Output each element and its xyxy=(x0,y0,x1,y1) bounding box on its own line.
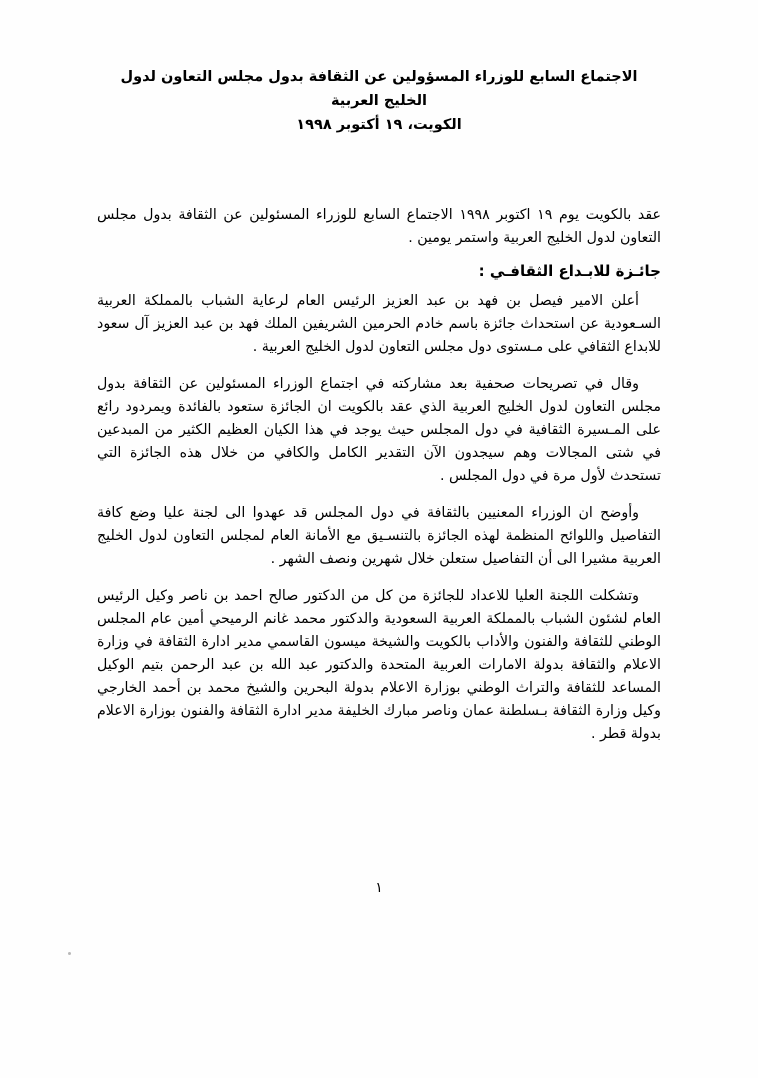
page-number: ١ xyxy=(375,880,383,896)
title-line-1: الاجتماع السابع للوزراء المسؤولين عن الثقافة بدول مجلس التعاون لدول الخليج العربية xyxy=(120,69,638,109)
paragraph-intro: عقد بالكويت يوم ١٩ اكتوبر ١٩٩٨ الاجتماع السابع للوزراء المسئولين عن الثقافة بدول مجلس التعاون لدول الخليج العربية واستمر يومين . xyxy=(97,206,661,246)
paragraph-ministers-clarification: وأوضح ان الوزراء المعنيين بالثقافة في دول المجلس قد عهدوا الى لجنة عليا وضع كافة التفاصيل واللوائح المنظمة لهذه الجائزة بالتنسـيق مع الأمانة العام لمجلس التعاون لدول الخليج العربية مشيرا الى أن التفاصيل ستعلن خلال شهرين ونصف الشهر . xyxy=(97,504,661,567)
paragraph-committee-formation: وتشكلت اللجنة العليا للاعداد للجائزة من كل من الدكتور صالح احمد بن ناصر وكيل الرئيس العام لشئون الشباب بالمملكة العربية السعودية والدكتور محمد غانم الرميحي أمين عام المجلس الوطني للثقافة والفنون والأداب بالكويت والشيخة ميسون القاسمي مدير ادارة الثقافة في وزارة الاعلام والثقافة بدولة الامارات العربية المتحدة والدكتور عبد الله بن عبد الرحمن بتيم الوكيل المساعد للثقافة والتراث الوطني بوزارة الاعلام بدولة البحرين والشيخ محمد بن أحمد الخارجي وكيل وزارة الثقافة بـسلطنة عمان وناصر مبارك الخليفة مدير ادارة الثقافة والفنون بوزارة الاعلام بدولة قطر . xyxy=(97,587,661,742)
paragraph-press-statement: وقال في تصريحات صحفية بعد مشاركته في اجتماع الوزراء المسئولين عن الثقافة بدول مجلس التعاون لدول الخليج العربية الذي عقد بالكويت ان الجائزة ستعود بالفائدة ويمردود رائع على المـسيرة الثقافية في دول المجلس حيث يوجد في هذا الكيان العظيم الكثير من المبدعين في شتى المجالات وهم سيجدون الآن التقدير الكامل والكافي من خلال هذه الجائزة التي تستحدث لأول مرة في دول المجلس . xyxy=(97,375,661,484)
title-line-2: الكويت، ١٩ أكتوبر ١٩٩٨ xyxy=(296,116,462,133)
document-content xyxy=(97,66,661,760)
document-title xyxy=(97,66,661,138)
section-heading: جائـزة للابـداع الثقافـي : xyxy=(478,261,661,280)
scan-speck xyxy=(68,952,71,955)
paragraph-prince-announcement: أعلن الامير فيصل بن فهد بن عبد العزيز الرئيس العام لرعاية الشباب بالمملكة العربية السـعودية عن استحداث جائزة باسم خادم الحرمين الشريفين الملك فهد بن عبد العزيز آل سعود للابداع الثقافي على مـستوى دول مجلس التعاون لدول الخليج العربية . xyxy=(97,292,661,355)
document-body xyxy=(97,204,661,746)
